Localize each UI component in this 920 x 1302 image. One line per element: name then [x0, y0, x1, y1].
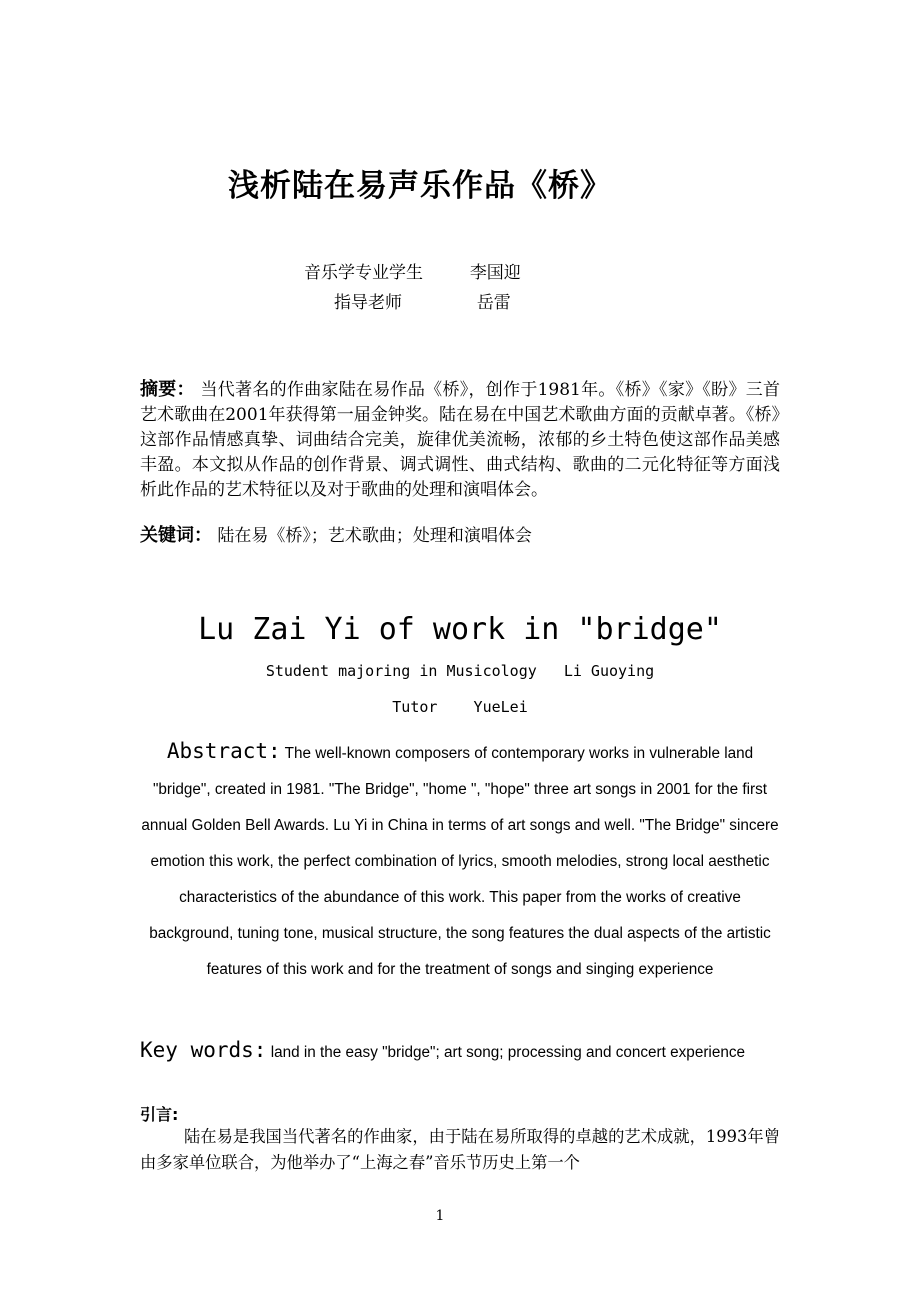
author-name-student: 李国迎 [469, 263, 521, 283]
author-line-en-student: Student majoring in Musicology Li Guoying [265, 662, 655, 680]
author-role-tutor: 指导老师 [334, 293, 402, 313]
keywords-cn-text: 陆在易《桥》；艺术歌曲；处理和演唱体会 [217, 526, 532, 546]
intro-heading: 引言: [140, 1105, 179, 1124]
abstract-en [140, 733, 780, 988]
paper-title-cn: 浅析陆在易声乐作品《桥》 [228, 168, 612, 204]
keywords-cn [140, 523, 780, 549]
intro-paragraph: 陆在易是我国当代著名的作曲家，由于陆在易所取得的卓越的艺术成就，1993年曾由多家单位联合，为他举办了“上海之春”音乐节历史上第一个 [140, 1127, 780, 1172]
abstract-cn-label: 摘要： [140, 379, 195, 400]
author-role-student: 音乐学专业学生 [304, 263, 423, 283]
author-row-tutor [334, 288, 511, 313]
abstract-en-text: The well-known composers of contemporary works in vulnerable land "bridge", created in 1981. "The Bridge", "home ", "hope" three art songs in 2001 for the first annual Golden Bell Awards. Lu Yi in China in terms of art songs and well. "The Bridge" sincere emotion this work, the perfect combination of lyrics, smooth melodies, strong local aesthetic characteristics of the abundance of this work. This paper from the works of creative background, tuning tone, musical structure, the song features the dual aspects of the artistic features of this work and for the treatment of songs and singing experience [141, 745, 779, 978]
abstract-cn-text: 当代著名的作曲家陆在易作品《桥》，创作于1981年。《桥》《家》《盼》三首艺术歌曲在2001年获得第一届金钟奖。陆在易在中国艺术歌曲方面的贡献卓著。《桥》这部作品情感真挚、词曲结合完美，旋律优美流畅，浓郁的乡土特色使这部作品美感丰盈。本文拟从作品的创作背景、调式调性、曲式结构、歌曲的二元化特征等方面浅析此作品的艺术特征以及对于歌曲的处理和演唱体会。 [140, 380, 781, 500]
page-number: 1 [435, 1208, 445, 1224]
keywords-en-label: Key words: [140, 1038, 267, 1062]
keywords-en-text: land in the easy "bridge"; art song; processing and concert experience [270, 1044, 745, 1061]
keywords-en [140, 1038, 840, 1062]
author-name-tutor: 岳雷 [476, 293, 511, 313]
abstract-en-label: Abstract: [166, 739, 281, 763]
author-line-en-tutor: Tutor YueLei [392, 698, 528, 716]
keywords-cn-label: 关键词： [140, 525, 212, 546]
paper-title-en: Lu Zai Yi of work in "bridge" [198, 612, 722, 647]
author-row-student [304, 258, 521, 283]
abstract-cn [140, 377, 780, 503]
